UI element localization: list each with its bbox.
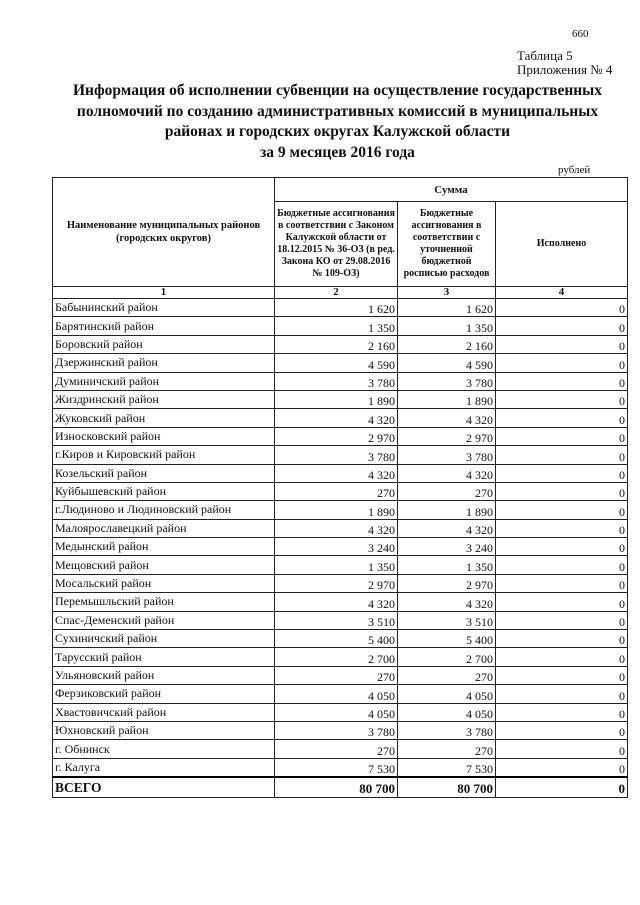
budget-list-cell: 3 510	[398, 611, 496, 629]
budget-law-cell: 4 050	[275, 685, 398, 703]
district-name-cell: Малоярославецкий район	[53, 519, 275, 537]
district-name-cell: Ферзиковский район	[53, 685, 275, 703]
title-line: районах и городских округах Калужской области	[164, 123, 511, 140]
total-budget-list: 80 700	[398, 777, 496, 798]
budget-list-cell: 1 350	[398, 317, 496, 335]
total-budget-law: 80 700	[275, 777, 398, 798]
budget-list-cell: 4 320	[398, 593, 496, 611]
district-name-cell: Ульяновский район	[53, 666, 275, 684]
table-row	[53, 630, 628, 648]
district-name-cell: Думиничский район	[53, 372, 275, 390]
table-row	[53, 685, 628, 703]
district-name-cell: Бабынинский район	[53, 299, 275, 317]
district-name-cell: г. Обнинск	[53, 740, 275, 758]
table-row	[53, 372, 628, 390]
budget-list-cell: 2 700	[398, 648, 496, 666]
table-row	[53, 501, 628, 519]
budget-list-cell: 4 320	[398, 519, 496, 537]
executed-cell: 0	[496, 446, 628, 464]
unit-label: рублей	[558, 164, 591, 176]
table-row	[53, 538, 628, 556]
district-name-cell: Сухиничский район	[53, 630, 275, 648]
budget-list-cell: 1 890	[398, 501, 496, 519]
budget-list-cell: 270	[398, 740, 496, 758]
budget-law-cell: 3 780	[275, 372, 398, 390]
budget-list-cell: 4 050	[398, 703, 496, 721]
executed-cell: 0	[496, 648, 628, 666]
budget-law-cell: 3 780	[275, 721, 398, 739]
budget-list-cell: 1 620	[398, 299, 496, 317]
executed-cell: 0	[496, 501, 628, 519]
budget-law-cell: 4 320	[275, 409, 398, 427]
district-name-cell: г.Киров и Кировский район	[53, 446, 275, 464]
page-number: 660	[572, 28, 589, 40]
executed-cell: 0	[496, 409, 628, 427]
budget-list-cell: 4 320	[398, 464, 496, 482]
header-executed: Исполнено	[496, 202, 628, 287]
table-row	[53, 427, 628, 445]
district-name-cell: Жуковский район	[53, 409, 275, 427]
budget-law-cell: 270	[275, 482, 398, 500]
budget-law-cell: 4 590	[275, 354, 398, 372]
budget-law-cell: 270	[275, 666, 398, 684]
budget-law-cell: 2 700	[275, 648, 398, 666]
executed-cell: 0	[496, 593, 628, 611]
executed-cell: 0	[496, 354, 628, 372]
budget-law-cell: 1 350	[275, 556, 398, 574]
table-row	[53, 758, 628, 777]
district-name-cell: Перемышльский район	[53, 593, 275, 611]
table-row	[53, 335, 628, 353]
executed-cell: 0	[496, 685, 628, 703]
header-district-name: Наименование муниципальных районов (городских округов)	[53, 178, 275, 287]
table-row	[53, 593, 628, 611]
district-name-cell: Дзержинский район	[53, 354, 275, 372]
budget-law-cell: 1 890	[275, 390, 398, 408]
budget-list-cell: 4 050	[398, 685, 496, 703]
district-name-cell: Износковский район	[53, 427, 275, 445]
budget-list-cell: 7 530	[398, 758, 496, 777]
budget-list-cell: 270	[398, 666, 496, 684]
budget-list-cell: 3 240	[398, 538, 496, 556]
executed-cell: 0	[496, 482, 628, 500]
budget-list-cell: 4 590	[398, 354, 496, 372]
district-name-cell: Спас-Деменский район	[53, 611, 275, 629]
executed-cell: 0	[496, 574, 628, 592]
budget-law-cell: 5 400	[275, 630, 398, 648]
budget-law-cell: 2 970	[275, 427, 398, 445]
table-row	[53, 482, 628, 500]
budget-law-cell: 3 510	[275, 611, 398, 629]
table-reference	[517, 49, 612, 77]
table-row	[53, 317, 628, 335]
title-line: за 9 месяцев 2016 года	[260, 143, 415, 161]
district-name-cell: Козельский район	[53, 464, 275, 482]
budget-list-cell: 3 780	[398, 721, 496, 739]
district-name-cell: Хвастовичский район	[53, 703, 275, 721]
budget-list-cell: 2 970	[398, 427, 496, 445]
district-name-cell: Юхновский район	[53, 721, 275, 739]
header-sum: Сумма	[275, 178, 628, 202]
budget-law-cell: 1 620	[275, 299, 398, 317]
budget-list-cell: 2 970	[398, 574, 496, 592]
district-name-cell: Медынский район	[53, 538, 275, 556]
table-row	[53, 409, 628, 427]
subvention-table	[52, 177, 628, 798]
executed-cell: 0	[496, 703, 628, 721]
budget-law-cell: 4 320	[275, 593, 398, 611]
district-name-cell: г.Людиново и Людиновский район	[53, 501, 275, 519]
title-line: Информация об исполнении субвенции на осуществление государственных	[72, 82, 603, 99]
table-row	[53, 354, 628, 372]
executed-cell: 0	[496, 721, 628, 739]
budget-list-cell: 2 160	[398, 335, 496, 353]
appendix-label: Приложения № 4	[517, 62, 613, 77]
column-number: 1	[53, 287, 275, 299]
table-body	[53, 299, 628, 778]
table-label: Таблица 5	[517, 48, 573, 63]
executed-cell: 0	[496, 317, 628, 335]
column-number: 4	[496, 287, 628, 299]
executed-cell: 0	[496, 556, 628, 574]
district-name-cell: Барятинский район	[53, 317, 275, 335]
district-name-cell: Жиздринский район	[53, 390, 275, 408]
budget-list-cell: 270	[398, 482, 496, 500]
budget-law-cell: 3 240	[275, 538, 398, 556]
table-row	[53, 446, 628, 464]
budget-list-cell: 4 320	[398, 409, 496, 427]
budget-list-cell: 1 350	[398, 556, 496, 574]
district-name-cell: Тарусский район	[53, 648, 275, 666]
district-name-cell: г. Калуга	[53, 758, 275, 777]
budget-law-cell: 2 970	[275, 574, 398, 592]
budget-list-cell: 3 780	[398, 372, 496, 390]
column-numbers-row	[53, 287, 628, 299]
total-label: ВСЕГО	[53, 777, 275, 798]
column-number: 3	[398, 287, 496, 299]
table-row	[53, 703, 628, 721]
district-name-cell: Мещовский район	[53, 556, 275, 574]
table-row	[53, 299, 628, 317]
executed-cell: 0	[496, 758, 628, 777]
executed-cell: 0	[496, 666, 628, 684]
table-row	[53, 464, 628, 482]
budget-law-cell: 4 050	[275, 703, 398, 721]
executed-cell: 0	[496, 335, 628, 353]
table-row	[53, 740, 628, 758]
executed-cell: 0	[496, 538, 628, 556]
budget-law-cell: 4 320	[275, 519, 398, 537]
document-title	[60, 81, 615, 163]
header-budget-list: Бюджетные ассигнования в соответствии с уточненной бюджетной росписью расходов	[398, 202, 496, 287]
budget-law-cell: 1 350	[275, 317, 398, 335]
column-number: 2	[275, 287, 398, 299]
budget-list-cell: 1 890	[398, 390, 496, 408]
executed-cell: 0	[496, 390, 628, 408]
executed-cell: 0	[496, 427, 628, 445]
table-row	[53, 574, 628, 592]
table-row	[53, 648, 628, 666]
executed-cell: 0	[496, 519, 628, 537]
district-name-cell: Куйбышевский район	[53, 482, 275, 500]
table-row	[53, 666, 628, 684]
budget-law-cell: 4 320	[275, 464, 398, 482]
total-row	[53, 777, 628, 798]
executed-cell: 0	[496, 464, 628, 482]
budget-list-cell: 3 780	[398, 446, 496, 464]
district-name-cell: Мосальский район	[53, 574, 275, 592]
table-row	[53, 721, 628, 739]
header-budget-law: Бюджетные ассигнования в соответствии с Законом Калужской области от 18.12.2015 № 36-ОЗ (в ред. Закона КО от 29.08.2016 № 109-ОЗ)	[275, 202, 398, 287]
executed-cell: 0	[496, 630, 628, 648]
budget-law-cell: 1 890	[275, 501, 398, 519]
table-row	[53, 519, 628, 537]
budget-law-cell: 7 530	[275, 758, 398, 777]
budget-law-cell: 270	[275, 740, 398, 758]
district-name-cell: Боровский район	[53, 335, 275, 353]
total-executed: 0	[496, 777, 628, 798]
budget-law-cell: 2 160	[275, 335, 398, 353]
executed-cell: 0	[496, 740, 628, 758]
budget-law-cell: 3 780	[275, 446, 398, 464]
table-row	[53, 611, 628, 629]
executed-cell: 0	[496, 299, 628, 317]
title-line: полномочий по созданию административных комиссий в муниципальных	[76, 102, 599, 120]
budget-list-cell: 5 400	[398, 630, 496, 648]
table-row	[53, 390, 628, 408]
table-row	[53, 556, 628, 574]
executed-cell: 0	[496, 611, 628, 629]
executed-cell: 0	[496, 372, 628, 390]
